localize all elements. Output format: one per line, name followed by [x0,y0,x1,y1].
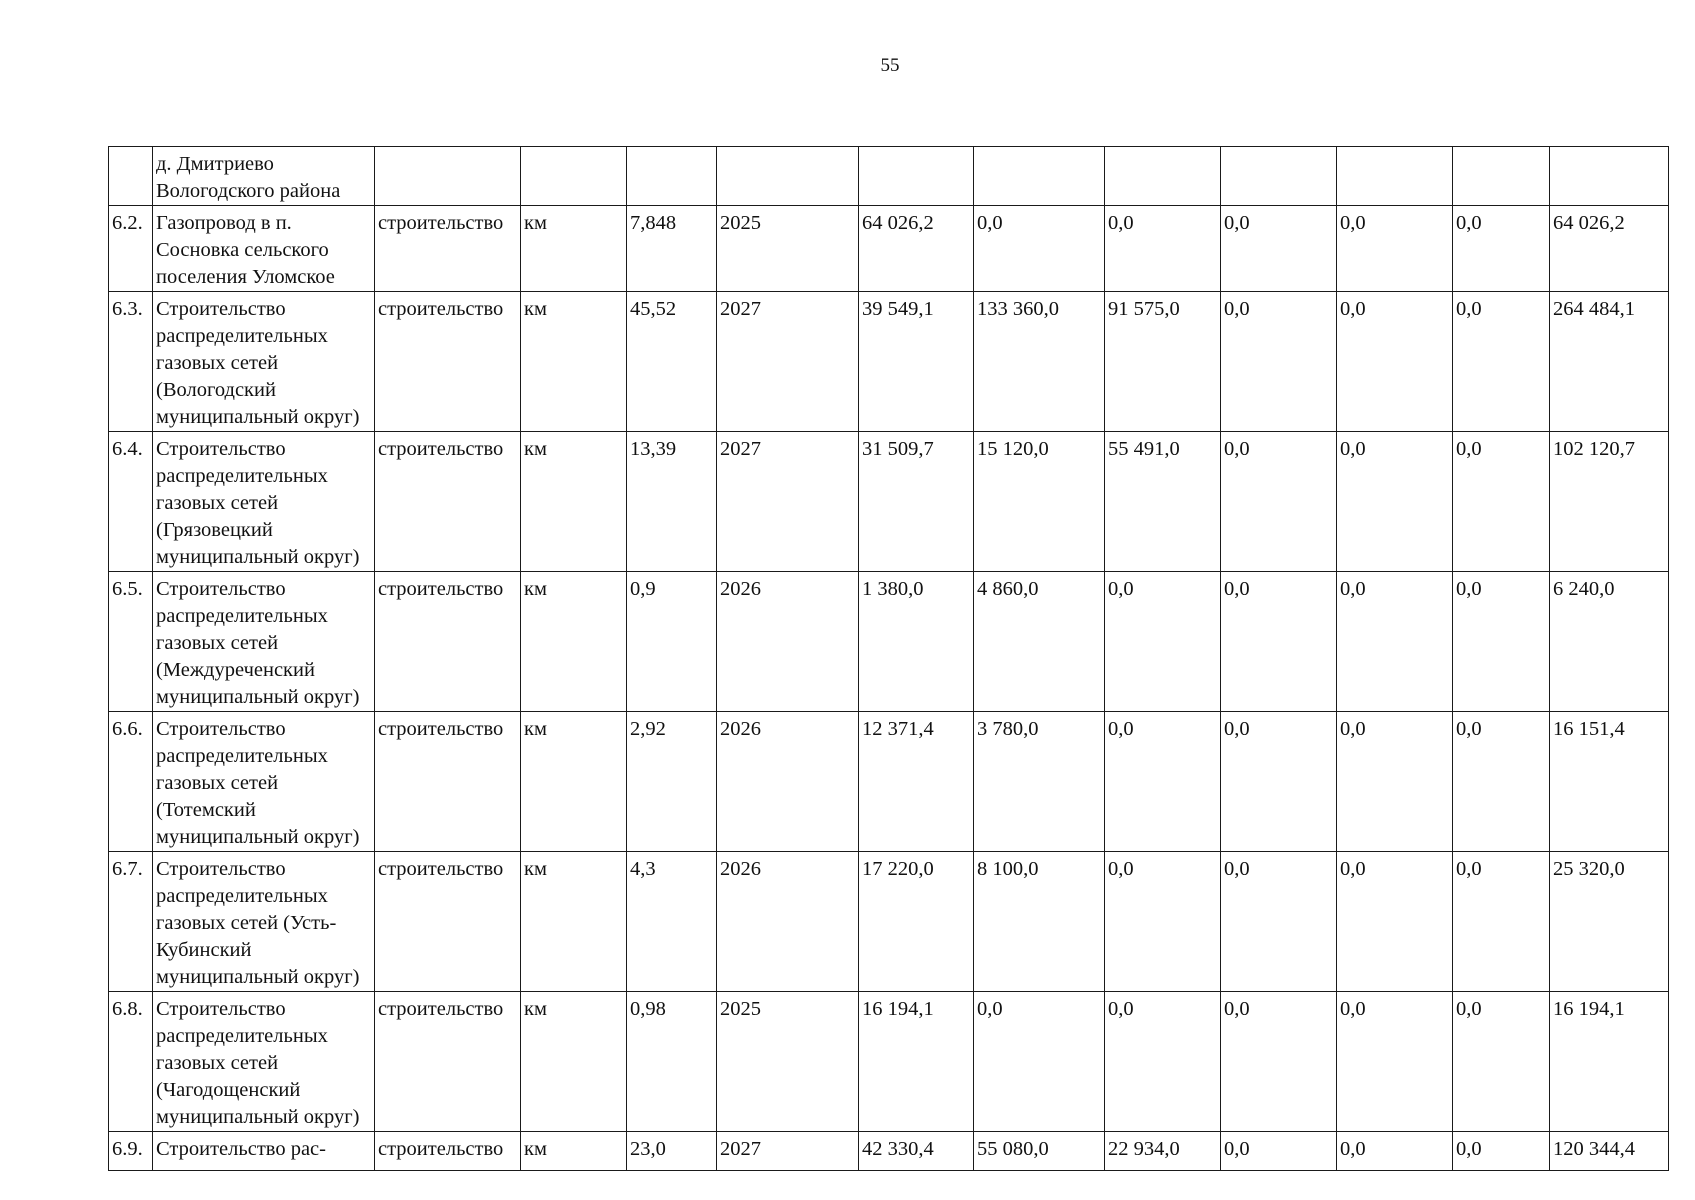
table-cell-total: 120 344,4 [1550,1132,1669,1171]
table-cell-value [1221,147,1337,206]
table-cell-name: Строительство распределительных газовых сетей (Грязовецкий муниципальный округ) [153,432,375,572]
table-cell-value: 0,0 [1337,1132,1453,1171]
table-cell-type: строительство [375,572,521,712]
table-cell-value: 133 360,0 [974,292,1105,432]
table-row [109,206,1669,292]
investment-table [108,146,1669,1171]
table-cell-length: 23,0 [627,1132,717,1171]
table-cell-value: 39 549,1 [859,292,974,432]
table-cell-value: 42 330,4 [859,1132,974,1171]
table-cell-unit [521,147,627,206]
table-cell-type: строительство [375,992,521,1132]
table-cell-length: 45,52 [627,292,717,432]
table-cell-value: 0,0 [1453,292,1550,432]
table-cell-total: 16 194,1 [1550,992,1669,1132]
table-cell-value: 16 194,1 [859,992,974,1132]
table-cell-value: 0,0 [974,992,1105,1132]
table-cell-num: 6.8. [109,992,153,1132]
table-row [109,432,1669,572]
table-cell-num [109,147,153,206]
table-cell-num: 6.6. [109,712,153,852]
table-cell-value: 0,0 [1105,992,1221,1132]
table-cell-value: 0,0 [1453,852,1550,992]
table-cell-value: 0,0 [1221,572,1337,712]
table-cell-value: 0,0 [1221,206,1337,292]
table-cell-value [1337,147,1453,206]
table-cell-total [1550,147,1669,206]
table-cell-length: 0,98 [627,992,717,1132]
table-cell-unit: км [521,992,627,1132]
table-row [109,712,1669,852]
table-cell-num: 6.9. [109,1132,153,1171]
table-cell-value: 55 491,0 [1105,432,1221,572]
table-cell-value: 0,0 [1221,432,1337,572]
table-cell-value: 0,0 [1337,572,1453,712]
table-cell-type: строительство [375,712,521,852]
table-cell-unit: км [521,1132,627,1171]
table-cell-total: 16 151,4 [1550,712,1669,852]
table-cell-value: 0,0 [1337,206,1453,292]
table-cell-type: строительство [375,852,521,992]
table-cell-year: 2026 [717,712,859,852]
table-cell-value [1105,147,1221,206]
table-cell-name: Строительство распределительных газовых сетей (Вологодский муниципальный округ) [153,292,375,432]
table-cell-length: 13,39 [627,432,717,572]
table-cell-total: 64 026,2 [1550,206,1669,292]
table-cell-value: 0,0 [1221,292,1337,432]
table-cell-value: 31 509,7 [859,432,974,572]
table-cell-unit: км [521,206,627,292]
table-cell-type: строительство [375,432,521,572]
table-cell-total: 25 320,0 [1550,852,1669,992]
table-cell-num: 6.2. [109,206,153,292]
table-cell-value: 0,0 [974,206,1105,292]
table-cell-year: 2025 [717,992,859,1132]
table-cell-value: 64 026,2 [859,206,974,292]
table-cell-unit: км [521,572,627,712]
table-cell-length: 7,848 [627,206,717,292]
table-cell-value: 0,0 [1453,572,1550,712]
table-cell-value: 0,0 [1453,206,1550,292]
table-cell-value [1453,147,1550,206]
table-row [109,292,1669,432]
table-cell-value: 8 100,0 [974,852,1105,992]
table-cell-unit: км [521,292,627,432]
table-cell-value: 0,0 [1105,852,1221,992]
table-cell-year [717,147,859,206]
table-cell-value: 1 380,0 [859,572,974,712]
table-cell-value: 0,0 [1337,992,1453,1132]
table-cell-unit: км [521,852,627,992]
table-cell-total: 102 120,7 [1550,432,1669,572]
table-row [109,572,1669,712]
table-cell-num: 6.4. [109,432,153,572]
table-cell-name: Строительство распределительных газовых сетей (Междуреченский муниципальный округ) [153,572,375,712]
table-cell-value: 91 575,0 [1105,292,1221,432]
table-cell-value [859,147,974,206]
table-cell-value: 0,0 [1105,572,1221,712]
table-cell-value: 0,0 [1453,992,1550,1132]
table-cell-value: 15 120,0 [974,432,1105,572]
table-cell-value: 0,0 [1453,712,1550,852]
table-cell-value: 0,0 [1337,432,1453,572]
table-cell-unit: км [521,712,627,852]
table-cell-year: 2027 [717,292,859,432]
table-cell-name: д. Дмитриево Вологодского района [153,147,375,206]
table-cell-num: 6.5. [109,572,153,712]
table-cell-length: 2,92 [627,712,717,852]
table-cell-value: 0,0 [1221,852,1337,992]
table-cell-value: 0,0 [1221,992,1337,1132]
table-cell-name: Газопровод в п. Сосновка сельского поселения Уломское [153,206,375,292]
table-cell-type [375,147,521,206]
table-cell-name: Строительство распределительных газовых сетей (Чагодощенский муниципальный округ) [153,992,375,1132]
table-row [109,147,1669,206]
table-cell-value: 0,0 [1337,712,1453,852]
table-cell-name: Строительство распределительных газовых сетей (Тотемский муниципальный округ) [153,712,375,852]
table-cell-value: 22 934,0 [1105,1132,1221,1171]
table-cell-year: 2027 [717,1132,859,1171]
table-cell-year: 2025 [717,206,859,292]
table-cell-value: 0,0 [1453,432,1550,572]
table-cell-value: 0,0 [1105,712,1221,852]
table-cell-value: 0,0 [1337,852,1453,992]
table-cell-name: Строительство распределительных газовых сетей (Усть-Кубинский муниципальный округ) [153,852,375,992]
table-cell-total: 264 484,1 [1550,292,1669,432]
table-cell-type: строительство [375,292,521,432]
table-cell-type: строительство [375,1132,521,1171]
table-row [109,852,1669,992]
table-row [109,1132,1669,1171]
table-cell-value: 0,0 [1337,292,1453,432]
table-cell-length [627,147,717,206]
table-cell-value: 0,0 [1221,1132,1337,1171]
table-cell-num: 6.7. [109,852,153,992]
table-cell-value: 0,0 [1221,712,1337,852]
page-number: 55 [880,55,900,76]
table-cell-value: 55 080,0 [974,1132,1105,1171]
table-cell-length: 4,3 [627,852,717,992]
table-cell-value: 0,0 [1105,206,1221,292]
table-cell-year: 2027 [717,432,859,572]
table-cell-value [974,147,1105,206]
table-cell-num: 6.3. [109,292,153,432]
table-row [109,992,1669,1132]
table-cell-value: 3 780,0 [974,712,1105,852]
table-cell-total: 6 240,0 [1550,572,1669,712]
table-cell-unit: км [521,432,627,572]
table-cell-name: Строительство рас- [153,1132,375,1171]
table-cell-year: 2026 [717,572,859,712]
table-cell-year: 2026 [717,852,859,992]
table-cell-value: 12 371,4 [859,712,974,852]
table-cell-value: 4 860,0 [974,572,1105,712]
table-cell-value: 0,0 [1453,1132,1550,1171]
table-cell-type: строительство [375,206,521,292]
table-cell-length: 0,9 [627,572,717,712]
table-cell-value: 17 220,0 [859,852,974,992]
